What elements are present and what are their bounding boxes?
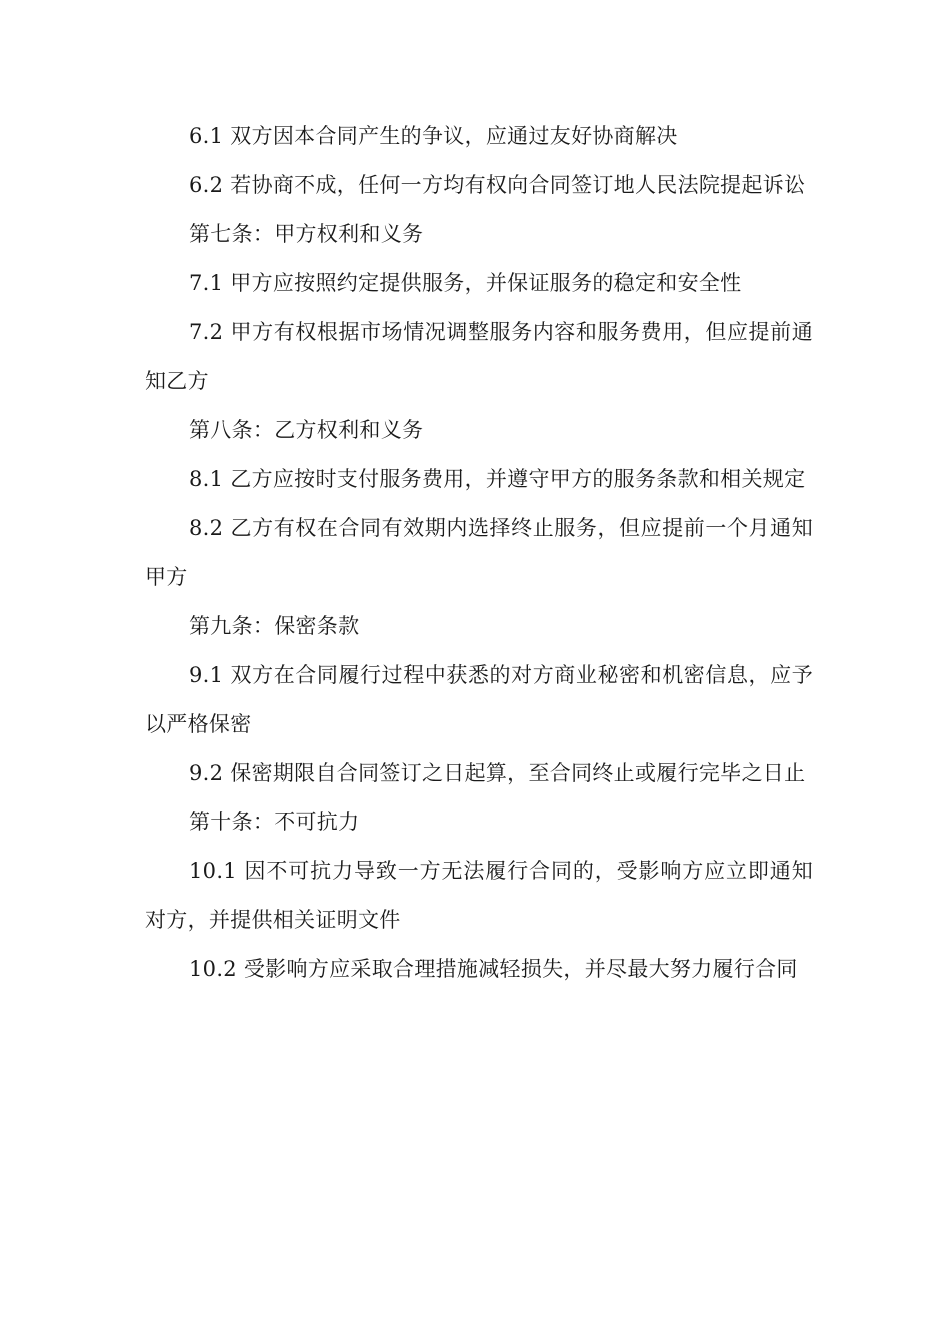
clause-8-1: 8.1 乙方应按时支付服务费用，并遵守甲方的服务条款和相关规定 bbox=[189, 467, 806, 491]
clause-10-1: 10.1 因不可抗力导致一方无法履行合同的，受影响方应立即通知对方，并提供相关证明文件 bbox=[145, 859, 813, 932]
article-8-heading: 第八条：乙方权利和义务 bbox=[189, 418, 424, 442]
clause-7-1: 7.1 甲方应按照约定提供服务，并保证服务的稳定和安全性 bbox=[189, 271, 742, 295]
clause-9-2: 9.2 保密期限自合同签订之日起算，至合同终止或履行完毕之日止 bbox=[189, 761, 806, 785]
document-body bbox=[145, 112, 813, 994]
clause-10-2: 10.2 受影响方应采取合理措施减轻损失，并尽最大努力履行合同 bbox=[189, 957, 798, 981]
clause-6-1: 6.1 双方因本合同产生的争议，应通过友好协商解决 bbox=[189, 124, 678, 148]
clause-9-1: 9.1 双方在合同履行过程中获悉的对方商业秘密和机密信息，应予以严格保密 bbox=[145, 663, 813, 736]
article-10-heading: 第十条：不可抗力 bbox=[189, 810, 360, 834]
clause-6-2: 6.2 若协商不成，任何一方均有权向合同签订地人民法院提起诉讼 bbox=[189, 173, 806, 197]
article-7-heading: 第七条：甲方权利和义务 bbox=[189, 222, 424, 246]
clause-8-2: 8.2 乙方有权在合同有效期内选择终止服务，但应提前一个月通知甲方 bbox=[145, 516, 813, 589]
article-9-heading: 第九条：保密条款 bbox=[189, 614, 360, 638]
clause-7-2: 7.2 甲方有权根据市场情况调整服务内容和服务费用，但应提前通知乙方 bbox=[145, 320, 813, 393]
